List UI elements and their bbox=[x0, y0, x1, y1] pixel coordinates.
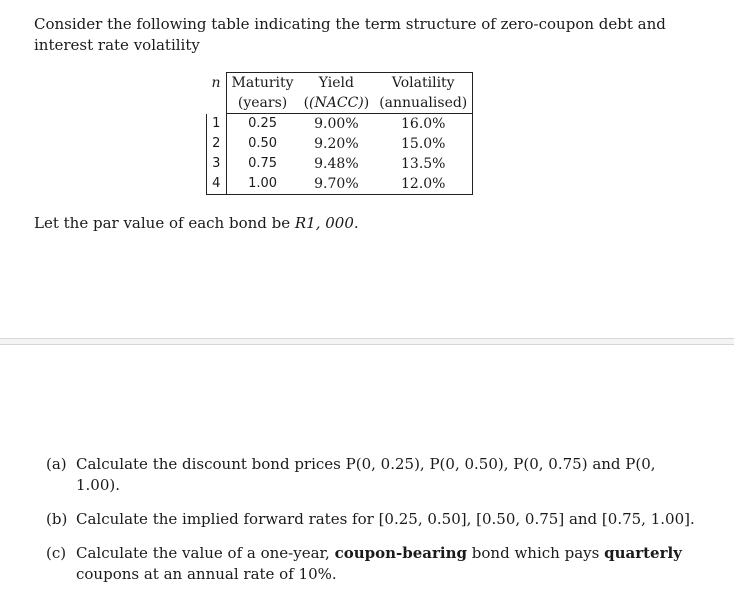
header-yield: Yield bbox=[299, 73, 375, 94]
question-text bbox=[76, 543, 696, 585]
question-label: (c) bbox=[46, 544, 67, 562]
header-volatility: Volatility bbox=[374, 73, 473, 94]
cell-yield: 9.00% bbox=[314, 116, 359, 132]
question-text: Calculate the discount bond prices P(0, 0.25), P(0, 0.50), P(0, 0.75) and P(0, 1.00). bbox=[76, 455, 656, 494]
cell-yield: 9.48% bbox=[314, 156, 359, 172]
header-yield-unit: ((NACC)) bbox=[299, 93, 375, 114]
term-structure-table bbox=[206, 72, 473, 195]
question-a bbox=[46, 454, 696, 496]
table-header-row-2 bbox=[207, 93, 473, 114]
header-n-blank bbox=[207, 93, 227, 114]
cell-n: 3 bbox=[207, 154, 227, 174]
problem-intro: Consider the following table indicating the term structure of zero-coupon debt and interest rate volatility bbox=[34, 15, 666, 54]
cell-maturity: 0.75 bbox=[248, 156, 278, 171]
question-label: (b) bbox=[46, 510, 68, 528]
table-header-row-1 bbox=[207, 73, 473, 94]
cell-yield: 9.20% bbox=[314, 136, 359, 152]
question-c-emphasis-2: quarterly bbox=[604, 544, 682, 562]
cell-volatility: 16.0% bbox=[374, 114, 473, 135]
term-structure-table-wrapper bbox=[206, 72, 473, 195]
header-maturity: Maturity bbox=[226, 73, 299, 94]
par-value-amount: R1, 000. bbox=[294, 214, 359, 232]
cell-maturity: 0.50 bbox=[248, 136, 278, 151]
question-b bbox=[46, 509, 696, 530]
question-c-part-3: coupons at an annual rate of 10%. bbox=[76, 565, 337, 583]
question-text: Calculate the implied forward rates for [0.25, 0.50], [0.50, 0.75] and [0.75, 1.00]. bbox=[76, 510, 695, 528]
cell-volatility: 15.0% bbox=[374, 134, 473, 154]
question-c bbox=[46, 543, 696, 585]
question-label: (a) bbox=[46, 455, 67, 473]
question-c-emphasis-1: coupon-bearing bbox=[334, 544, 468, 562]
cell-n: 1 bbox=[207, 114, 227, 135]
header-volatility-unit: (annualised) bbox=[374, 93, 473, 114]
cell-volatility: 13.5% bbox=[374, 154, 473, 174]
cell-n: 4 bbox=[207, 174, 227, 195]
par-value-note bbox=[34, 213, 359, 234]
cell-yield: 9.70% bbox=[299, 174, 375, 195]
header-maturity-unit: (years) bbox=[226, 93, 299, 114]
table-row bbox=[207, 174, 473, 195]
page-divider bbox=[0, 338, 734, 345]
table-row bbox=[207, 154, 473, 174]
cell-maturity: 0.25 bbox=[248, 116, 278, 131]
table-row bbox=[207, 134, 473, 154]
question-c-part-1: Calculate the value of a one-year, bbox=[76, 544, 335, 562]
question-c-part-2: bond which pays bbox=[467, 544, 605, 562]
cell-maturity: 1.00 bbox=[226, 174, 299, 195]
cell-volatility: 12.0% bbox=[374, 174, 473, 195]
question-list bbox=[46, 454, 696, 598]
table-row bbox=[207, 114, 473, 135]
par-value-note-prefix: Let the par value of each bond be bbox=[34, 214, 295, 232]
cell-n: 2 bbox=[207, 134, 227, 154]
header-yield-unit-text: (NACC) bbox=[309, 95, 364, 111]
header-n: n bbox=[211, 74, 221, 91]
